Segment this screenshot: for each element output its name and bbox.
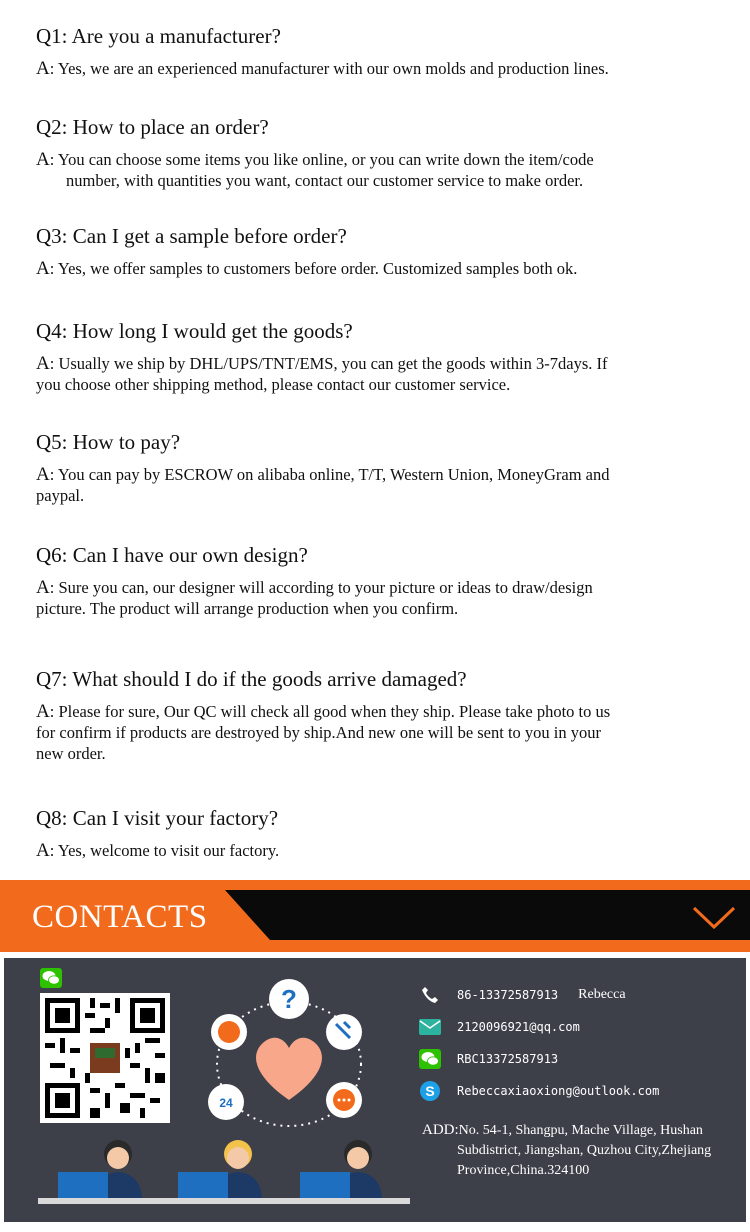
- faq-q8: [36, 806, 730, 861]
- question: Q6: Can I have our own design?: [36, 543, 308, 567]
- question: Q8: Can I visit your factory?: [36, 806, 279, 830]
- email-icon: [419, 1016, 441, 1038]
- question: Q4: How long I would get the goods?: [36, 319, 353, 343]
- answer: A: Sure you can, our designer will according to your picture or ideas to draw/design picture. The product will arrange production when you confirm.: [36, 577, 593, 618]
- wechat-icon: [419, 1048, 441, 1070]
- contact-wechat[interactable]: [419, 1048, 558, 1070]
- question: Q2: How to place an order?: [36, 115, 269, 139]
- agent-2: [178, 1140, 262, 1198]
- contact-address: ADD:No. 54-1, Shangpu, Mache Village, Hushan Subdistrict, Jiangshan, Quzhou City,Zhejiang Province,China.324100: [422, 1122, 712, 1178]
- phone-number: 86-13372587913: [457, 988, 559, 1002]
- skype-icon: [419, 1080, 441, 1102]
- question: Q7: What should I do if the goods arrive damaged?: [36, 667, 467, 691]
- answer: A: Please for sure, Our QC will check all good when they ship. Please take photo to us for confirm if products are destroyed by ship.And new one will be sent to you in your new order.: [36, 701, 611, 763]
- question: Q1: Are you a manufacturer?: [36, 24, 281, 48]
- contact-panel: [4, 958, 746, 1222]
- answer: A: Yes, we are an experienced manufacturer with our own molds and production lines.: [36, 58, 609, 79]
- question: Q3: Can I get a sample before order?: [36, 224, 347, 248]
- qr-code-pattern: [40, 993, 170, 1123]
- customer-service-illustration: [194, 972, 394, 1142]
- faq-q6: [36, 543, 730, 619]
- faq-q1: [36, 24, 730, 79]
- question: Q5: How to pay?: [36, 430, 181, 454]
- agent-3: [300, 1140, 382, 1198]
- faq-q7: [36, 667, 730, 764]
- contacts-title: CONTACTS: [32, 899, 208, 935]
- wechat-icon: [40, 968, 62, 988]
- support-24-text: 24: [219, 1096, 233, 1110]
- support-agents-illustration: [38, 1126, 418, 1216]
- answer: A: Yes, we offer samples to customers before order. Customized samples both ok.: [36, 258, 578, 279]
- contact-phone[interactable]: [419, 984, 626, 1006]
- phone-icon: [419, 984, 441, 1006]
- faq-q2: [36, 115, 730, 191]
- chevron-down-icon[interactable]: [692, 905, 736, 931]
- wechat-id: RBC13372587913: [457, 1052, 559, 1066]
- agent-1: [58, 1140, 142, 1198]
- answer: A: Usually we ship by DHL/UPS/TNT/EMS, you can get the goods within 3-7days. If you choose other shipping method, please contact our customer service.: [36, 353, 608, 394]
- contact-skype[interactable]: [419, 1080, 659, 1102]
- faq-q5: [36, 430, 730, 506]
- email-address: 2120096921@qq.com: [457, 1020, 580, 1034]
- answer: A: Yes, welcome to visit our factory.: [36, 840, 280, 861]
- phone-contact-name: Rebecca: [578, 987, 626, 1002]
- qr-code[interactable]: [40, 993, 170, 1123]
- skype-account: Rebeccaxiaoxiong@outlook.com: [457, 1084, 660, 1098]
- svg-text:S: S: [425, 1083, 435, 1099]
- question-mark-text: ?: [281, 984, 297, 1014]
- answer: A: You can choose some items you like online, or you can write down the item/code number, with quantities you want, contact our customer service to make order.: [36, 149, 594, 190]
- answer: A: You can pay by ESCROW on alibaba online, T/T, Western Union, MoneyGram and paypal.: [36, 464, 610, 505]
- contact-email[interactable]: [419, 1016, 580, 1038]
- faq-q4: [36, 319, 730, 395]
- faq-q3: [36, 224, 730, 279]
